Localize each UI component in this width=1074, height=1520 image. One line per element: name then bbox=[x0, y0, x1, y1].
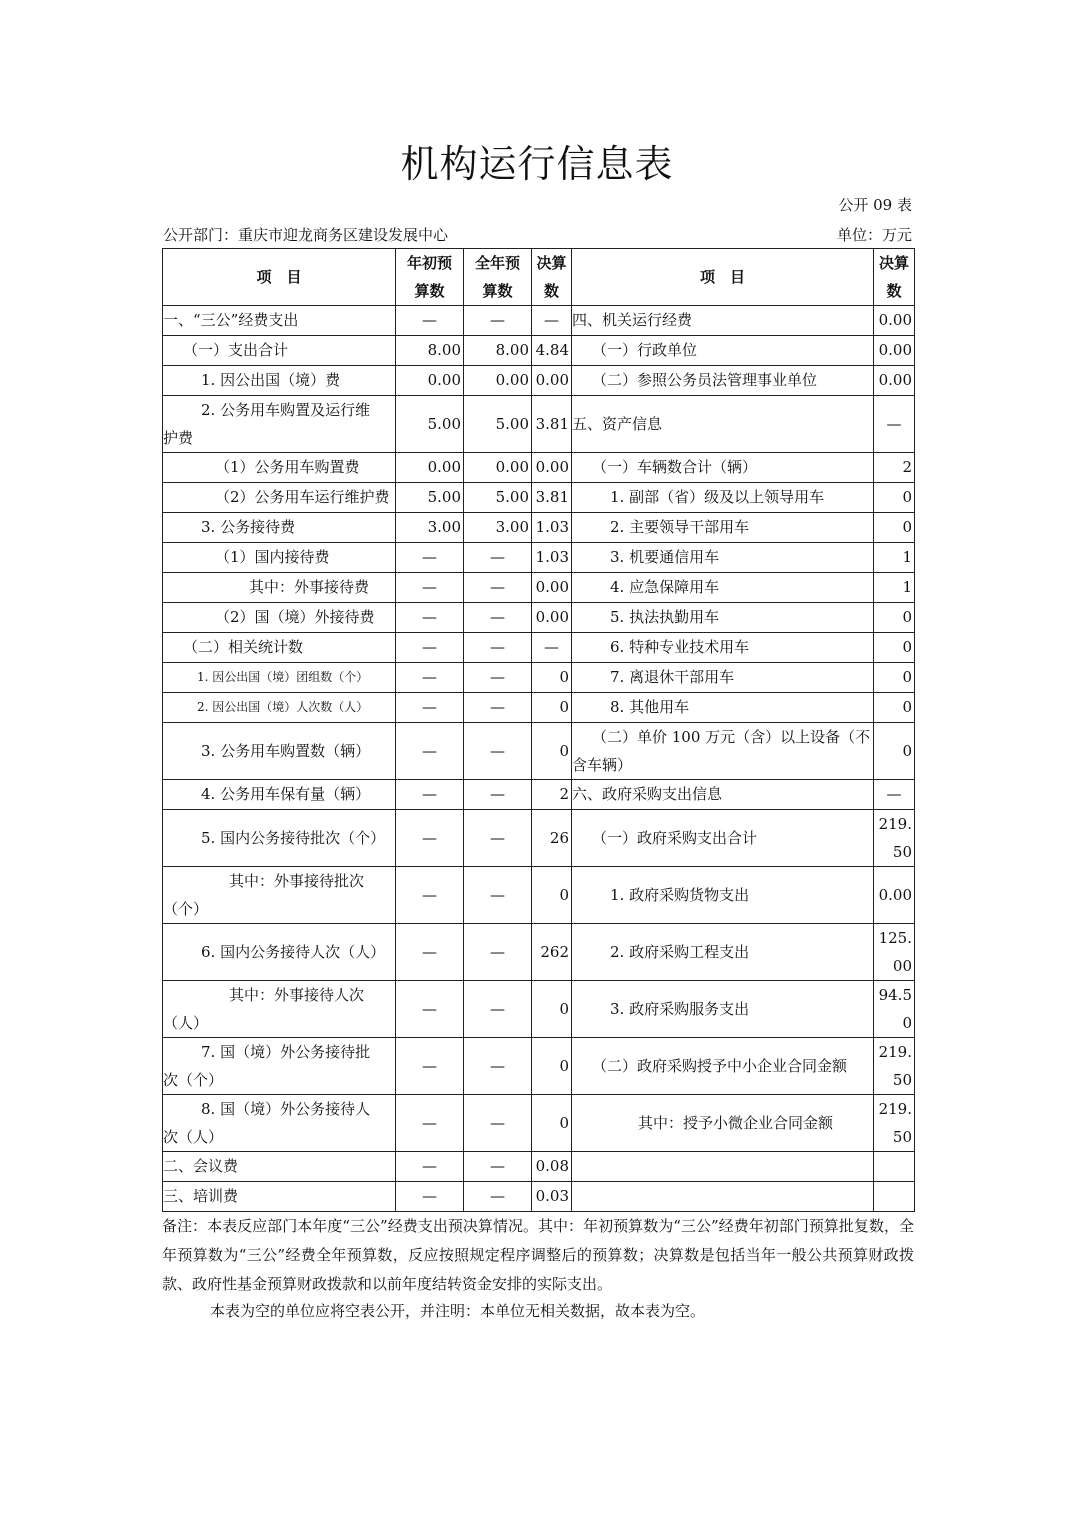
header-item-right: 项 目 bbox=[572, 249, 874, 306]
header-final-right: 决算 数 bbox=[874, 249, 915, 306]
table-row: 8. 国（境）外公务接待人 次（人） — — 0 其中：授予小微企业合同金额 219. 50 bbox=[163, 1095, 915, 1152]
table-row: （2）公务用车运行维护费 5.00 5.00 3.81 1. 副部（省）级及以上领导用车 0 bbox=[163, 483, 915, 513]
row-label-right: 四、机关运行经费 bbox=[572, 306, 874, 336]
table-row: （2）国（境）外接待费 — — 0.00 5. 执法执勤用车 0 bbox=[163, 603, 915, 633]
table-row: （二）相关统计数 — — — 6. 特种专业技术用车 0 bbox=[163, 633, 915, 663]
header-budget-initial: 年初预 算数 bbox=[396, 249, 464, 306]
page-title: 机构运行信息表 bbox=[400, 142, 674, 186]
table-row: 1. 因公出国（境）费 0.00 0.00 0.00 （二）参照公务员法管理事业单位 0.00 bbox=[163, 366, 915, 396]
info-table bbox=[162, 248, 915, 1212]
table-header-row bbox=[163, 249, 915, 306]
table-row: 其中：外事接待费 — — 0.00 4. 应急保障用车 1 bbox=[163, 573, 915, 603]
table-row: 2. 因公出国（境）人次数（人） — — 0 8. 其他用车 0 bbox=[163, 693, 915, 723]
table-row: 1. 因公出国（境）团组数（个） — — 0 7. 离退休干部用车 0 bbox=[163, 663, 915, 693]
footnote-empty-table: 本表为空的单位应将空表公开，并注明：本单位无相关数据，故本表为空。 bbox=[210, 1302, 706, 1320]
table-row: （1）公务用车购置费 0.00 0.00 0.00 （一）车辆数合计（辆） 2 bbox=[163, 453, 915, 483]
table-row: 一、“三公”经费支出 — — — 四、机关运行经费 0.00 bbox=[163, 306, 915, 336]
table-row: 4. 公务用车保有量（辆） — — 2 六、政府采购支出信息 — bbox=[163, 780, 915, 810]
header-final: 决算 数 bbox=[532, 249, 572, 306]
table-row: 3. 公务接待费 3.00 3.00 1.03 2. 主要领导干部用车 0 bbox=[163, 513, 915, 543]
table-row: 其中：外事接待批次 （个） — — 0 1. 政府采购货物支出 0.00 bbox=[163, 867, 915, 924]
table-row: 7. 国（境）外公务接待批 次（个） — — 0 （二）政府采购授予中小企业合同金额 219. 50 bbox=[163, 1038, 915, 1095]
table-row: 2. 公务用车购置及运行维 护费 5.00 5.00 3.81 五、资产信息 — bbox=[163, 396, 915, 453]
footnote: 备注：本表反应部门本年度“三公”经费支出预决算情况。其中：年初预算数为“三公”经费年初部门预算批复数，全年预算数为“三公”经费全年预算数，反应按照规定程序调整后的预算数；决算数是包括当年一般公共预算财政拨款、政府性基金预算财政拨款和以前年度结转资金安排的实际支出。 bbox=[162, 1217, 914, 1293]
table-row: 6. 国内公务接待人次（人） — — 262 2. 政府采购工程支出 125. 00 bbox=[163, 924, 915, 981]
header-budget-full: 全年预 算数 bbox=[464, 249, 532, 306]
table-row: 3. 公务用车购置数（辆） — — 0 （二）单价 100 万元（含）以上设备（不 含车辆） 0 bbox=[163, 723, 915, 780]
table-row: （1）国内接待费 — — 1.03 3. 机要通信用车 1 bbox=[163, 543, 915, 573]
header-item: 项 目 bbox=[163, 249, 396, 306]
table-row: 三、培训费 — — 0.03 bbox=[163, 1182, 915, 1212]
unit-label: 单位：万元 bbox=[836, 226, 912, 244]
department-label: 公开部门：重庆市迎龙商务区建设发展中心 bbox=[163, 226, 449, 244]
table-row: 二、会议费 — — 0.08 bbox=[163, 1152, 915, 1182]
form-number: 公开 09 表 bbox=[838, 196, 912, 214]
table-row: 其中：外事接待人次 （人） — — 0 3. 政府采购服务支出 94.5 0 bbox=[163, 981, 915, 1038]
table-row: （一）支出合计 8.00 8.00 4.84 （一）行政单位 0.00 bbox=[163, 336, 915, 366]
row-label: 一、“三公”经费支出 bbox=[163, 306, 396, 336]
table-row: 5. 国内公务接待批次（个） — — 26 （一）政府采购支出合计 219. 50 bbox=[163, 810, 915, 867]
